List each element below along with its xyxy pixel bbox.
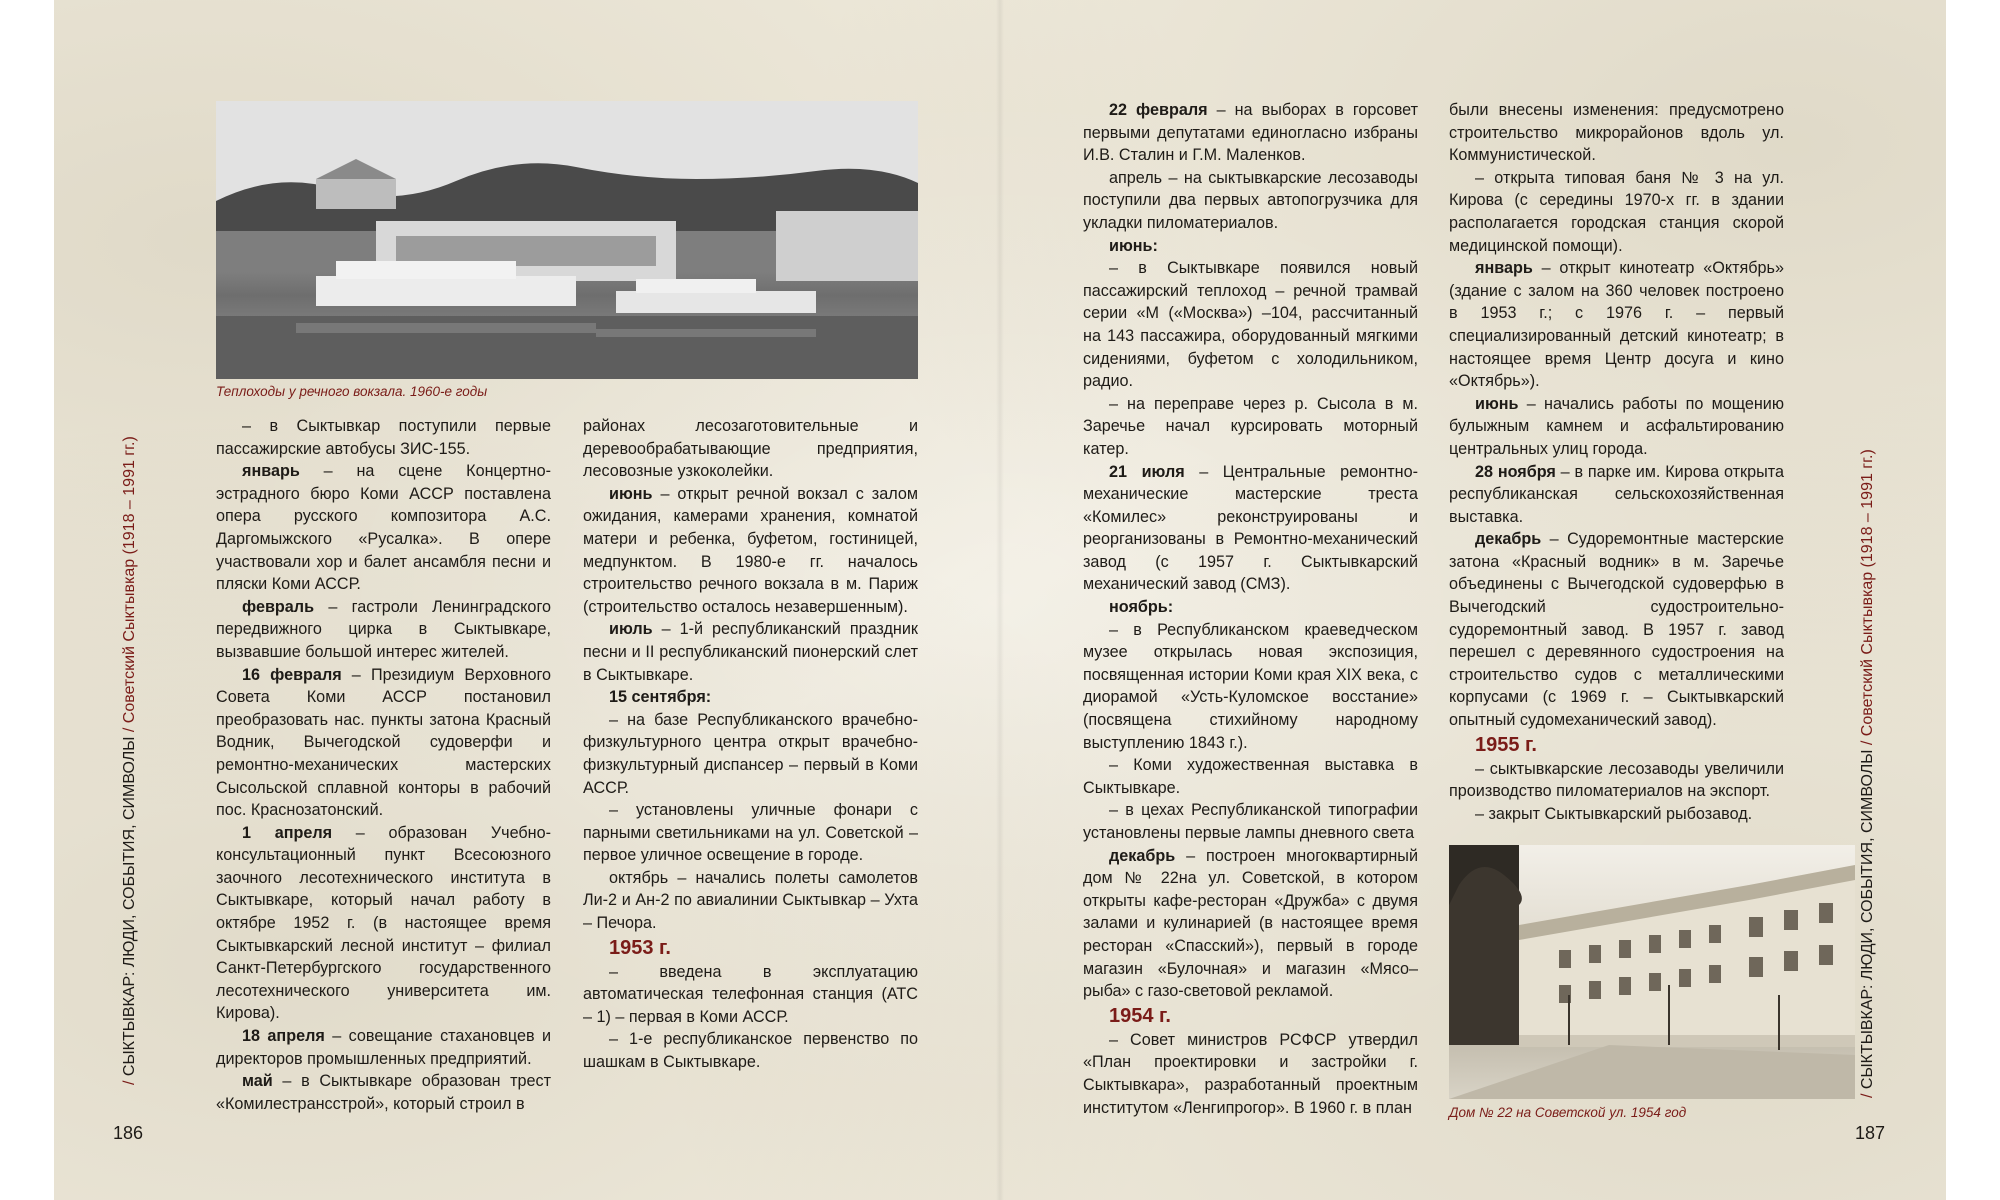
paragraph: – сыктывкарские лесозаводы увеличили производство пиломатериалов на экспорт. [1449, 759, 1784, 801]
left-page-column-2 [583, 415, 918, 1074]
paragraph: – открыта типовая баня № 3 на ул. Кирова (с середины 1970-х гг. в здании располагается городская станция скорой медицинской помощи). [1449, 168, 1784, 255]
river-station-illustration [216, 101, 918, 379]
paragraph: – на базе Республиканского врачебно-физкультурного центра открыт врачебно-физкультурный диспансер – первый в Коми АССР. [583, 710, 918, 797]
paragraph: районах лесозаготовительные и деревообрабатывающие предприятия, лесовозные узкоколейки. [583, 417, 918, 481]
photo-caption-left: Теплоходы у речного вокзала. 1960-е годы [216, 384, 488, 399]
year-heading: 1955 г. [1475, 733, 1537, 756]
paragraph: апрель – на сыктывкарские лесозаводы поступили два первых автопогрузчика для укладки пиломатериалов. [1083, 168, 1418, 232]
paragraph: 22 февраля – на выборах в горсовет первыми депутатами единогласно избраны И.В. Сталин и Г.М. Маленков. [1083, 101, 1418, 165]
paragraph: февраль – гастроли Ленинградского передвижного цирка в Сыктывкаре, вызвавшие большой интерес жителей. [216, 597, 551, 661]
page-number-left: 186 [113, 1123, 144, 1143]
paragraph: 16 февраля – Президиум Верховного Совета Коми АССР постановил преобразовать нас. пункты затона Красный Водник, Вычегодской судоверфи и ремонтно-механических мастерских Сысольской сплавной конторы в рабочий пос. Краснозатонский. [216, 665, 551, 820]
paragraph: декабрь – Судоремонтные мастерские затона «Красный водник» в м. Заречье объединены с Вычегодской судоверфью в Вычегодский судостроительно-судоремонтный завод. В 1957 г. завод перешел с деревянного судостроения на строительство судов с металлическими корпусами (с 1969 г. – Сыктывкарский опытный судомеханический завод). [1449, 530, 1784, 730]
paragraph: – в цехах Республиканской типографии установлены первые лампы дневного света [1083, 801, 1418, 842]
paragraph: 18 апреля – совещание стахановцев и директоров промышленных предприятий. [216, 1027, 552, 1068]
soviet-street-house-photo [1449, 845, 1855, 1099]
year-heading: 1954 г. [1109, 1004, 1171, 1027]
paragraph: 15 сентября: [609, 688, 712, 707]
paragraph: июнь: [1109, 236, 1158, 255]
paragraph: июль – 1-й республиканский праздник песни и II республиканский пионерский слет в Сыктывкаре. [583, 620, 918, 684]
paragraph: октябрь – начались полеты самолетов Ли-2 и Ан-2 по авиалинии Сыктывкар – Ухта – Печора. [583, 868, 918, 933]
paragraph: – установлены уличные фонари с парными светильниками на ул. Советской – первое уличное освещение в городе. [583, 801, 918, 865]
paragraph: – в Республиканском краеведческом музее открылась новая экспозиция, посвященная истории Коми края XIX века, с диорамой «Усть-Куломское восстание» (посвящена стихийному народному выступлению 1843 г.). [1083, 620, 1418, 752]
photo-caption-right: Дом № 22 на Советской ул. 1954 год [1449, 1105, 1687, 1120]
paragraph: – закрыт Сыктывкарский рыбозавод. [1475, 804, 1753, 823]
paragraph: май – в Сыктывкаре образован трест «Комилестрансстрой», который строил в [216, 1072, 551, 1113]
paragraph: – введена в эксплуатацию автоматическая телефонная станция (АТС – 1) – первая в Коми АССР. [583, 962, 918, 1026]
river-station-photo [216, 101, 918, 379]
paragraph: январь – открыт кинотеатр «Октябрь» (здание с залом на 360 человек построено в 1953 г.; с 1976 г. – первый специализированный детский кинотеатр; в настоящее время Центр досуга и кино «Октябрь»). [1449, 259, 1784, 391]
right-page-column-2 [1449, 99, 1784, 825]
year-heading: 1953 г. [609, 936, 671, 959]
paragraph: – Совет министров РСФСР утвердил «План проектировки и застройки г. Сыктывкара», разработанный проектным институтом «Ленгипрогор». В 1960 г. в план [1083, 1030, 1418, 1117]
paragraph: – 1-е республиканское первенство по шашкам в Сыктывкаре. [583, 1030, 918, 1072]
right-page-column-1 [1083, 99, 1418, 1119]
paragraph: январь – на сцене Концертно-эстрадного бюро Коми АССР поставлена опера русского композитора А.С. Даргомыжского «Русалка». В опере участвовали хор и балет ансамбля песни и пляски Коми АССР. [216, 462, 551, 594]
paragraph: декабрь – построен многоквартирный дом № 22на ул. Советской, в котором открыты кафе-ресторан «Дружба» с двумя залами и кулинарией (в настоящее время ресторан «Спасский»), первый в городе магазин «Булочная» и магазин «Мясо–рыба» с газо-световой рекламой. [1083, 846, 1418, 1001]
running-header-right: / СЫКТЫВКАР: ЛЮДИ, СОБЫТИЯ, СИМВОЛЫ / Советский Сыктывкар (1918 – 1991 гг.) [1859, 449, 1876, 1098]
paragraph: – в Сыктывкар поступили первые пассажирские автобусы ЗИС-155. [216, 417, 551, 458]
paragraph: июнь – открыт речной вокзал с залом ожидания, камерами хранения, комнатой матери и ребенка, буфетом, гостиницей, медпунктом. В 1980-е гг. началось строительство речного вокзала в м. Париж (строительство осталось незавершенным). [583, 484, 918, 616]
running-header-left: / СЫКТЫВКАР: ЛЮДИ, СОБЫТИЯ, СИМВОЛЫ / Советский Сыктывкар (1918 – 1991 гг.) [121, 436, 138, 1085]
page-number-right: 187 [1855, 1123, 1886, 1143]
book-gutter [996, 0, 1004, 1200]
paragraph: – в Сыктывкаре появился новый пассажирский теплоход – речной трамвай серии «М («Москва») –104, рассчитанный на 143 пассажира, оборудованный мягкими сидениями, буфетом с холодильником, радио. [1083, 259, 1418, 391]
paragraph: ноябрь: [1109, 598, 1174, 617]
left-page-column-1 [216, 415, 551, 1115]
paragraph: были внесены изменения: предусмотрено строительство микрорайонов вдоль ул. Коммунистической. [1449, 101, 1784, 165]
paragraph: июнь – начались работы по мощению булыжным камнем и асфальтированию центральных улиц города. [1449, 394, 1784, 458]
paragraph: 21 июля – Центральные ремонтно-механические мастерские треста «Комилес» реконструированы и реорганизованы в Ремонтно-механический завод (с 1957 г. Сыктывкарский механический завод (СМЗ). [1083, 462, 1418, 594]
paragraph: – на переправе через р. Сысола в м. Заречье начал курсировать моторный катер. [1083, 394, 1418, 458]
paragraph: 28 ноября – в парке им. Кирова открыта республиканская сельскохозяйственная выставка. [1449, 462, 1784, 526]
building-illustration [1449, 845, 1855, 1099]
paragraph: – Коми художественная выставка в Сыктывкаре. [1083, 756, 1418, 797]
paragraph: 1 апреля – образован Учебно-консультационный пункт Всесоюзного заочного лесотехнического института в Сыктывкаре, который начал работу в октябре 1952 г. (в настоящее время Сыктывкарский лесной институт – филиал Санкт-Петербургского государственного лесотехнического университета им. Кирова). [216, 823, 551, 1023]
